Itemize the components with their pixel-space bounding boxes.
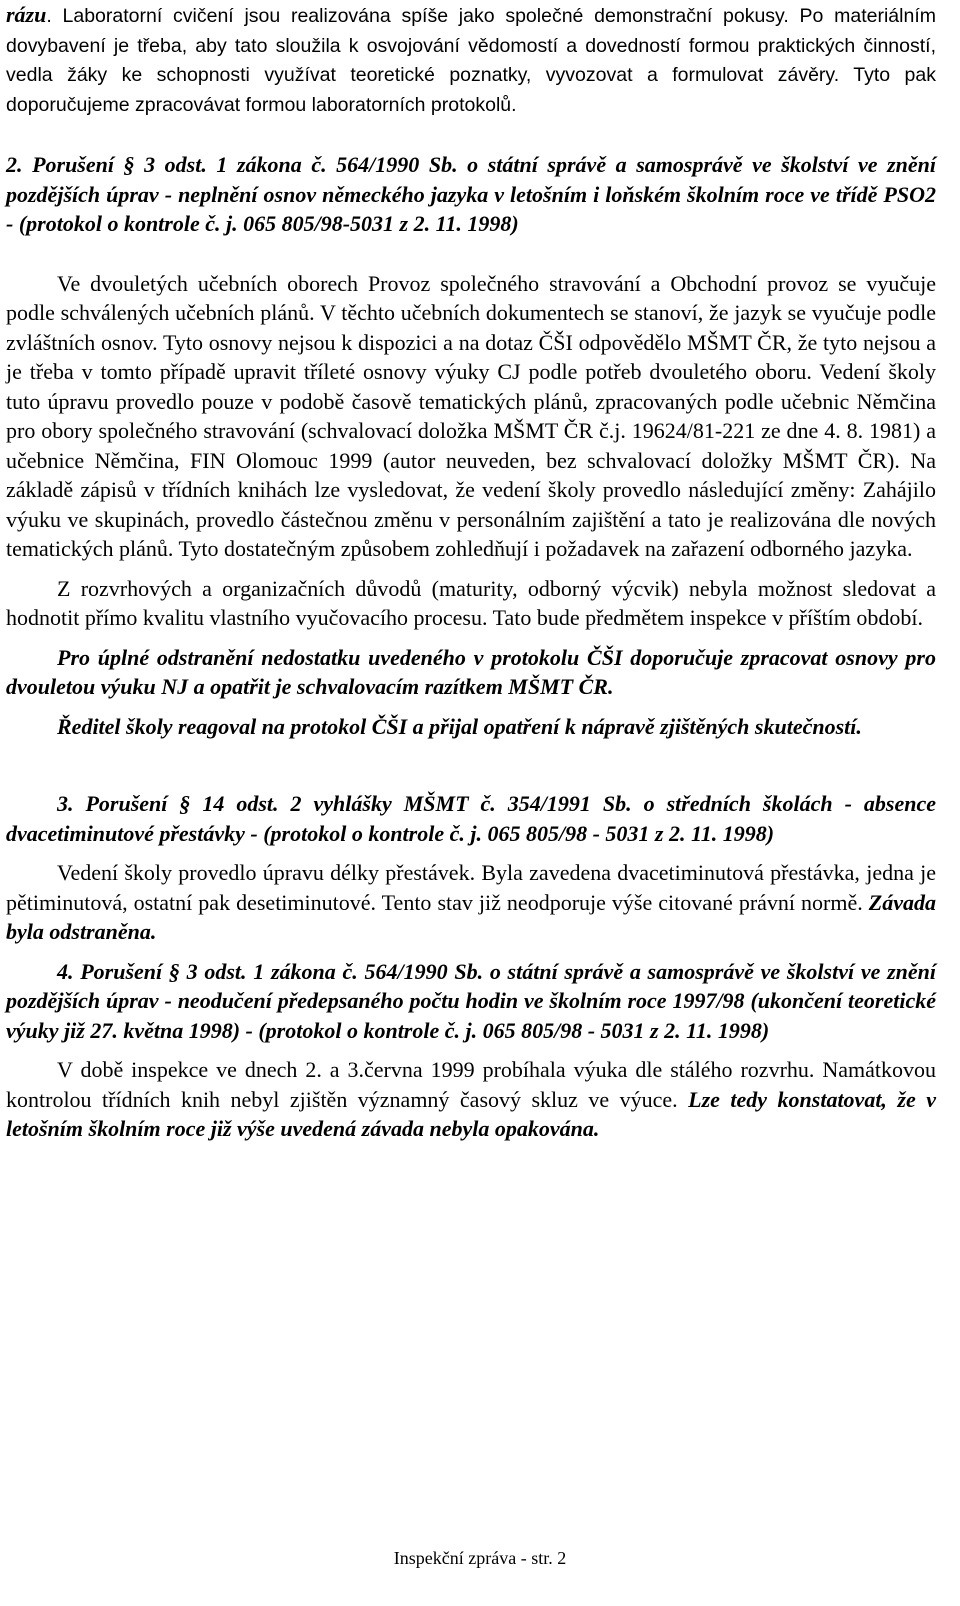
- document-page: [6, 0, 936, 1144]
- intro-text: . Laboratorní cvičení jsou realizována spíše jako společné demonstrační pokusy. Po materiálním dovybavení je třeba, aby tato sloužila k osvojování vědomostí a dovedností formou praktických činností, vedla žáky ke schopnosti využívat teoretické poznatky, vyvozovat a formulovat závěry. Tyto pak doporučujeme zpracovávat formou laboratorních protokolů.: [6, 5, 936, 116]
- intro-paragraph: [6, 0, 936, 120]
- section-3-paragraph: [6, 858, 936, 947]
- section-2-recommendation: Pro úplné odstranění nedostatku uvedeného v protokolu ČŠI doporučuje zpracovat osnovy pro dvouletou výuku NJ a opatřit je schvalovacím razítkem MŠMT ČR.: [6, 644, 936, 699]
- section-3-heading: 3. Porušení § 14 odst. 2 vyhlášky MŠMT č. 354/1991 Sb. o středních školách - absence dvacetiminutové přestávky - (protokol o kontrole č. j. 065 805/98 - 5031 z 2. 11. 1998): [6, 791, 936, 846]
- intro-fragment: rázu: [6, 2, 47, 27]
- section-4-heading: 4. Porušení § 3 odst. 1 zákona č. 564/1990 Sb. o státní správě a samosprávě ve školství ve znění pozdějších úprav - neodučení předepsaného počtu hodin ve školním roce 1997/98 (ukončení teoretické výuky již 27. května 1998) - (protokol o kontrole č. j. 065 805/98 - 5031 z 2. 11. 1998): [6, 958, 936, 1043]
- section-2-paragraph-1: Ve dvouletých učebních oborech Provoz společného stravování a Obchodní provoz se vyučuje podle schválených učebních plánů. V těchto učebních dokumentech se stanoví, že jazyk se vyučuje podle zvláštních osnov. Tyto osnovy nejsou k dispozici a na dotaz ČŠI odpovědělo MŠMT ČR, že tyto nejsou a je třeba v tomto případě upravit tříleté osnovy výuky CJ podle potřeb dvouletého oboru. Vedení školy tuto úpravu provedlo pouze v podobě časově tematických plánů, zpracovaných podle učebnic Němčina pro obory společného stravování (schvalovací doložka MŠMT ČR č.j. 19624/81-221 ze dne 4. 8. 1981) a učebnice Němčina, FIN Olomouc 1999 (autor neuveden, bez schvalovací doložky MŠMT ČR). Na základě zápisů v třídních knihách lze vysledovat, že vedení školy provedlo následující změny: Zahájilo výuku ve skupinách, provedlo částečnou změnu v personálním zajištění a tato je realizována dle nových tematických plánů. Tyto dostatečným způsobem zohledňují i požadavek na zařazení odborného jazyka.: [6, 270, 936, 561]
- section-3-text: Vedení školy provedlo úpravu délky přestávek. Byla zavedena dvacetiminutová přestávka, jedna je pětiminutová, ostatní pak desetiminutové. Tento stav již neodporuje výše citované právní normě.: [6, 860, 936, 915]
- section-2-heading: 2. Porušení § 3 odst. 1 zákona č. 564/1990 Sb. o státní správě a samosprávě ve školství ve znění pozdějších úprav - neplnění osnov německého jazyka v letošním i loňském školním roce ve třídě PSO2 - (protokol o kontrole č. j. 065 805/98-5031 z 2. 11. 1998): [6, 152, 936, 236]
- section-2-director-response: Ředitel školy reagoval na protokol ČŠI a přijal opatření k nápravě zjištěných skutečností.: [57, 713, 862, 739]
- section-4-conclusion: Lze tedy konstatovat, že v letošním školním roce již výše uvedená závada nebyla opakována.: [6, 1086, 936, 1141]
- section-4-paragraph: [6, 1055, 936, 1144]
- section-4-text: V době inspekce ve dnech 2. a 3.června 1999 probíhala výuka dle stálého rozvrhu. Namátkovou kontrolou třídních knih nebyl zjištěn významný časový skluz ve výuce.: [6, 1057, 936, 1112]
- section-2-paragraph-2: Z rozvrhových a organizačních důvodů (maturity, odborný výcvik) nebyla možnost sledovat a hodnotit přímo kvalitu vlastního vyučovacího procesu. Tato bude předmětem inspekce v příštím období.: [6, 575, 936, 630]
- section-3-conclusion: Závada byla odstraněna.: [6, 889, 936, 944]
- page-footer: Inspekční zpráva - str. 2: [393, 1548, 567, 1568]
